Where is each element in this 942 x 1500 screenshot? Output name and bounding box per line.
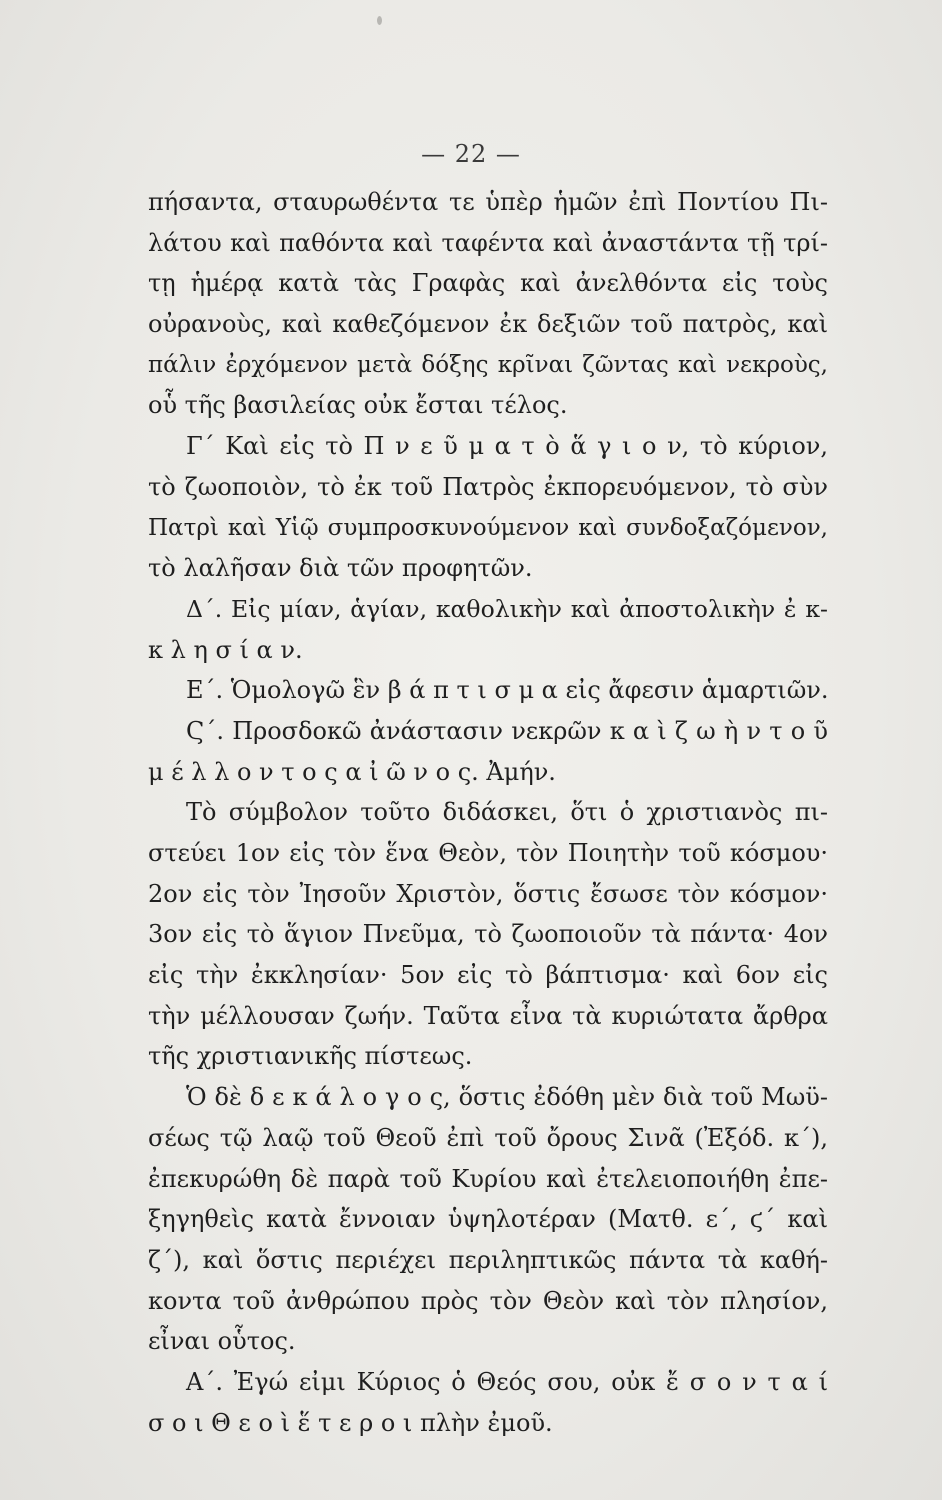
text-line-content: Πατρὶ καὶ Υἱῷ συμπροσκυνούμενον καὶ συνδοξαζόμενον, bbox=[148, 514, 828, 541]
text-line-content: ἐπεκυρώθη δὲ παρὰ τοῦ Κυρίου καὶ ἐτελειοποιήθη ἐπε- bbox=[148, 1164, 828, 1193]
text-line-content: μ έ λ λ ο ν τ ο ς α ἰ ῶ ν ο ς. Ἀμήν. bbox=[148, 757, 556, 786]
text-line-content: τῃ ἡμέρᾳ κατὰ τὰς Γραφὰς καὶ ἀνελθόντα εἰς τοὺς bbox=[148, 269, 828, 298]
text-line bbox=[148, 1281, 828, 1322]
text-line bbox=[148, 1159, 828, 1200]
text-line bbox=[148, 1240, 828, 1281]
text-line bbox=[148, 1321, 828, 1362]
ink-speck bbox=[377, 16, 382, 25]
text-line-content: Ὁ δὲ δ ε κ ά λ ο γ ο ς, ὅστις ἐδόθη μὲν διὰ τοῦ Μωϋ- bbox=[186, 1083, 828, 1112]
text-line-content: εἰς τὴν ἐκκλησίαν· 5ον εἰς τὸ βάπτισμα· καὶ 6ον εἰς bbox=[148, 961, 828, 990]
text-line bbox=[148, 1362, 828, 1403]
text-line bbox=[148, 223, 828, 264]
text-line bbox=[148, 752, 828, 793]
body-text bbox=[148, 182, 828, 1443]
text-line bbox=[148, 874, 828, 915]
text-line-content: λάτου καὶ παθόντα καὶ ταφέντα καὶ ἀναστάντα τῇ τρί- bbox=[148, 228, 828, 257]
text-line bbox=[148, 589, 828, 630]
text-line-content: ξηγηθεὶς κατὰ ἔννοιαν ὑψηλοτέραν (Ματθ. ε΄, ϛ΄ καὶ bbox=[148, 1205, 828, 1234]
text-line-content: πάλιν ἐρχόμενον μετὰ δόξης κρῖναι ζῶντας καὶ νεκροὺς, bbox=[148, 351, 828, 378]
text-line-content: κ λ η σ ί α ν. bbox=[148, 635, 303, 664]
text-line bbox=[148, 996, 828, 1037]
text-line-content: ζ΄), καὶ ὅστις περιέχει περιληπτικῶς πάντα τὰ καθή- bbox=[148, 1245, 828, 1274]
text-line bbox=[148, 508, 828, 549]
text-line bbox=[148, 670, 828, 711]
text-line-content: στεύει 1ον εἰς τὸν ἕνα Θεὸν, τὸν Ποιητὴν τοῦ κόσμου· bbox=[148, 839, 828, 867]
text-line bbox=[148, 1403, 828, 1444]
text-line-content: Τὸ σύμβολον τοῦτο διδάσκει, ὅτι ὁ χριστιανὸς πι- bbox=[186, 798, 828, 827]
text-line bbox=[148, 467, 828, 508]
text-line bbox=[148, 182, 828, 223]
text-line-content: πήσαντα, σταυρωθέντα τε ὑπὲρ ἡμῶν ἐπὶ Ποντίου Πι- bbox=[148, 188, 828, 216]
text-line-content: Α΄. Ἐγώ εἰμι Κύριος ὁ Θεός σου, οὐκ ἔ σ ο ν τ α ί bbox=[186, 1367, 828, 1396]
page-number: — 22 — bbox=[421, 140, 521, 168]
text-line bbox=[148, 1036, 828, 1077]
text-line-content: Ϛ΄. Προσδοκῶ ἀνάστασιν νεκρῶν κ α ὶ ζ ω ὴ ν τ ο ῦ bbox=[186, 716, 828, 745]
text-line-content: σέως τῷ λαῷ τοῦ Θεοῦ ἐπὶ τοῦ ὄρους Σινᾶ (Ἐξόδ. κ΄), bbox=[148, 1123, 828, 1152]
text-line bbox=[148, 1077, 828, 1118]
text-line bbox=[148, 263, 828, 304]
text-line-content: εἶναι οὗτος. bbox=[148, 1327, 296, 1356]
text-line bbox=[148, 385, 828, 426]
text-line bbox=[148, 304, 828, 345]
text-line-content: τὸ ζωοποιὸν, τὸ ἐκ τοῦ Πατρὸς ἐκπορευόμενον, τὸ σὺν bbox=[148, 472, 828, 501]
text-line bbox=[148, 1199, 828, 1240]
text-line-content: τὸ λαλῆσαν διὰ τῶν προφητῶν. bbox=[148, 554, 533, 583]
text-line bbox=[148, 914, 828, 955]
text-line-content: τὴν μέλλουσαν ζωήν. Ταῦτα εἶνα τὰ κυριώτατα ἄρθρα bbox=[148, 1001, 828, 1030]
text-line-content: Γ΄ Καὶ εἰς τὸ Π ν ε ῦ μ α τ ὸ ἅ γ ι ο ν, τὸ κύριον, bbox=[186, 432, 828, 461]
text-line-content: οὗ τῆς βασιλείας οὐκ ἔσται τέλος. bbox=[148, 391, 568, 420]
text-line bbox=[148, 548, 828, 589]
text-line-content: τῆς χριστιανικῆς πίστεως. bbox=[148, 1042, 473, 1071]
text-line bbox=[148, 630, 828, 671]
text-line bbox=[148, 955, 828, 996]
text-line bbox=[148, 426, 828, 467]
text-line-content: Ε΄. Ὁμολογῶ ἓν β ά π τ ι σ μ α εἰς ἄφεσιν ἁμαρτιῶν. bbox=[186, 676, 829, 705]
text-line-content: κοντα τοῦ ἀνθρώπου πρὸς τὸν Θεὸν καὶ τὸν πλησίον, bbox=[148, 1286, 828, 1315]
text-line bbox=[148, 345, 828, 386]
text-line bbox=[148, 833, 828, 874]
text-line-content: Δ΄. Εἰς μίαν, ἁγίαν, καθολικὴν καὶ ἀποστολικὴν ἐ κ- bbox=[186, 594, 828, 623]
text-line-content: 2ον εἰς τὸν Ἰησοῦν Χριστὸν, ὅστις ἔσωσε τὸν κόσμον· bbox=[148, 879, 828, 908]
text-line bbox=[148, 1118, 828, 1159]
text-line-content: σ ο ι Θ ε ο ὶ ἕ τ ε ρ ο ι πλὴν ἐμοῦ. bbox=[148, 1408, 553, 1437]
text-line-content: 3ον εἰς τὸ ἅγιον Πνεῦμα, τὸ ζωοποιοῦν τὰ πάντα· 4ον bbox=[148, 920, 828, 949]
text-line bbox=[148, 711, 828, 752]
text-line-content: οὐρανοὺς, καὶ καθεζόμενον ἐκ δεξιῶν τοῦ πατρὸς, καὶ bbox=[148, 310, 828, 339]
text-line bbox=[148, 792, 828, 833]
